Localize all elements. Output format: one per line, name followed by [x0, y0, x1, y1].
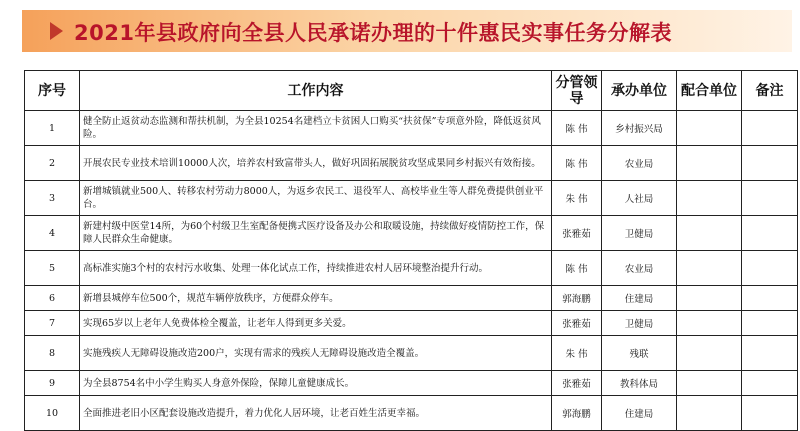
- row-unit: 农业局: [602, 251, 677, 286]
- row-remark: [742, 371, 798, 396]
- header-lead-unit: 承办单位: [602, 71, 677, 111]
- row-content: 实施残疾人无障碍设施改造200户，实现有需求的残疾人无障碍设施改造全覆盖。: [80, 336, 552, 371]
- row-no: 2: [25, 146, 80, 181]
- table-header-row: [25, 71, 798, 111]
- row-remark: [742, 146, 798, 181]
- row-no: 9: [25, 371, 80, 396]
- row-no: 6: [25, 286, 80, 311]
- row-no: 4: [25, 216, 80, 251]
- row-unit: 卫健局: [602, 216, 677, 251]
- row-coop-unit: [677, 181, 742, 216]
- table-row: [25, 371, 798, 396]
- row-remark: [742, 396, 798, 431]
- header-leader: 分管领导: [552, 71, 602, 111]
- title-banner: [22, 10, 792, 52]
- row-unit: 农业局: [602, 146, 677, 181]
- row-unit: 卫健局: [602, 311, 677, 336]
- row-no: 7: [25, 311, 80, 336]
- table-row: [25, 336, 798, 371]
- row-coop-unit: [677, 286, 742, 311]
- triangle-arrow-icon: [50, 22, 63, 40]
- row-no: 5: [25, 251, 80, 286]
- row-coop-unit: [677, 311, 742, 336]
- row-no: 3: [25, 181, 80, 216]
- row-leader: 陈 伟: [552, 146, 602, 181]
- row-no: 10: [25, 396, 80, 431]
- row-no: 8: [25, 336, 80, 371]
- row-content: 全面推进老旧小区配套设施改造提升，着力优化人居环境，让老百姓生活更幸福。: [80, 396, 552, 431]
- row-remark: [742, 311, 798, 336]
- row-coop-unit: [677, 216, 742, 251]
- row-unit: 人社局: [602, 181, 677, 216]
- row-content: 新增县城停车位500个，规范车辆停放秩序，方便群众停车。: [80, 286, 552, 311]
- row-remark: [742, 216, 798, 251]
- row-coop-unit: [677, 251, 742, 286]
- row-content: 为全县8754名中小学生购买人身意外保险，保障儿童健康成长。: [80, 371, 552, 396]
- row-leader: 郭海鹏: [552, 286, 602, 311]
- header-remarks: 备注: [742, 71, 798, 111]
- row-leader: 朱 伟: [552, 336, 602, 371]
- table-row: [25, 181, 798, 216]
- row-leader: 陈 伟: [552, 111, 602, 146]
- row-leader: 张雅茹: [552, 311, 602, 336]
- row-content: 实现65岁以上老年人免费体检全覆盖，让老年人得到更多关爱。: [80, 311, 552, 336]
- row-coop-unit: [677, 396, 742, 431]
- row-content: 开展农民专业技术培训10000人次，培养农村致富带头人，做好巩固拓展脱贫攻坚成果同乡村振兴有效衔接。: [80, 146, 552, 181]
- table-row: [25, 251, 798, 286]
- row-content: 高标准实施3个村的农村污水收集、处理一体化试点工作，持续推进农村人居环境整治提升行动。: [80, 251, 552, 286]
- row-leader: 郭海鹏: [552, 396, 602, 431]
- row-unit: 住建局: [602, 396, 677, 431]
- task-table: [24, 70, 798, 431]
- row-coop-unit: [677, 336, 742, 371]
- row-unit: 住建局: [602, 286, 677, 311]
- header-no: 序号: [25, 71, 80, 111]
- row-remark: [742, 251, 798, 286]
- row-coop-unit: [677, 111, 742, 146]
- table-row: [25, 216, 798, 251]
- row-coop-unit: [677, 371, 742, 396]
- row-unit: 残联: [602, 336, 677, 371]
- page-title: 2021年县政府向全县人民承诺办理的十件惠民实事任务分解表: [74, 21, 672, 45]
- row-content: 新建村级中医堂14所，为60个村级卫生室配备便携式医疗设备及办公和取暖设施，持续做好疫情防控工作，保障人民群众生命健康。: [80, 216, 552, 251]
- table-row: [25, 146, 798, 181]
- row-remark: [742, 286, 798, 311]
- row-remark: [742, 336, 798, 371]
- header-coop-unit: 配合单位: [677, 71, 742, 111]
- row-content: 健全防止返贫动态监测和帮扶机制，为全县10254名建档立卡贫困人口购买“扶贫保”专项意外险，降低返贫风险。: [80, 111, 552, 146]
- row-remark: [742, 111, 798, 146]
- table-row: [25, 286, 798, 311]
- table-row: [25, 311, 798, 336]
- row-leader: 朱 伟: [552, 181, 602, 216]
- row-unit: 教科体局: [602, 371, 677, 396]
- row-leader: 张雅茹: [552, 371, 602, 396]
- row-content: 新增城镇就业500人、转移农村劳动力8000人，为返乡农民工、退役军人、高校毕业生等人群免费提供创业平台。: [80, 181, 552, 216]
- header-content: 工作内容: [80, 71, 552, 111]
- row-coop-unit: [677, 146, 742, 181]
- row-leader: 陈 伟: [552, 251, 602, 286]
- table-row: [25, 111, 798, 146]
- table-row: [25, 396, 798, 431]
- row-no: 1: [25, 111, 80, 146]
- row-leader: 张雅茹: [552, 216, 602, 251]
- row-unit: 乡村振兴局: [602, 111, 677, 146]
- row-remark: [742, 181, 798, 216]
